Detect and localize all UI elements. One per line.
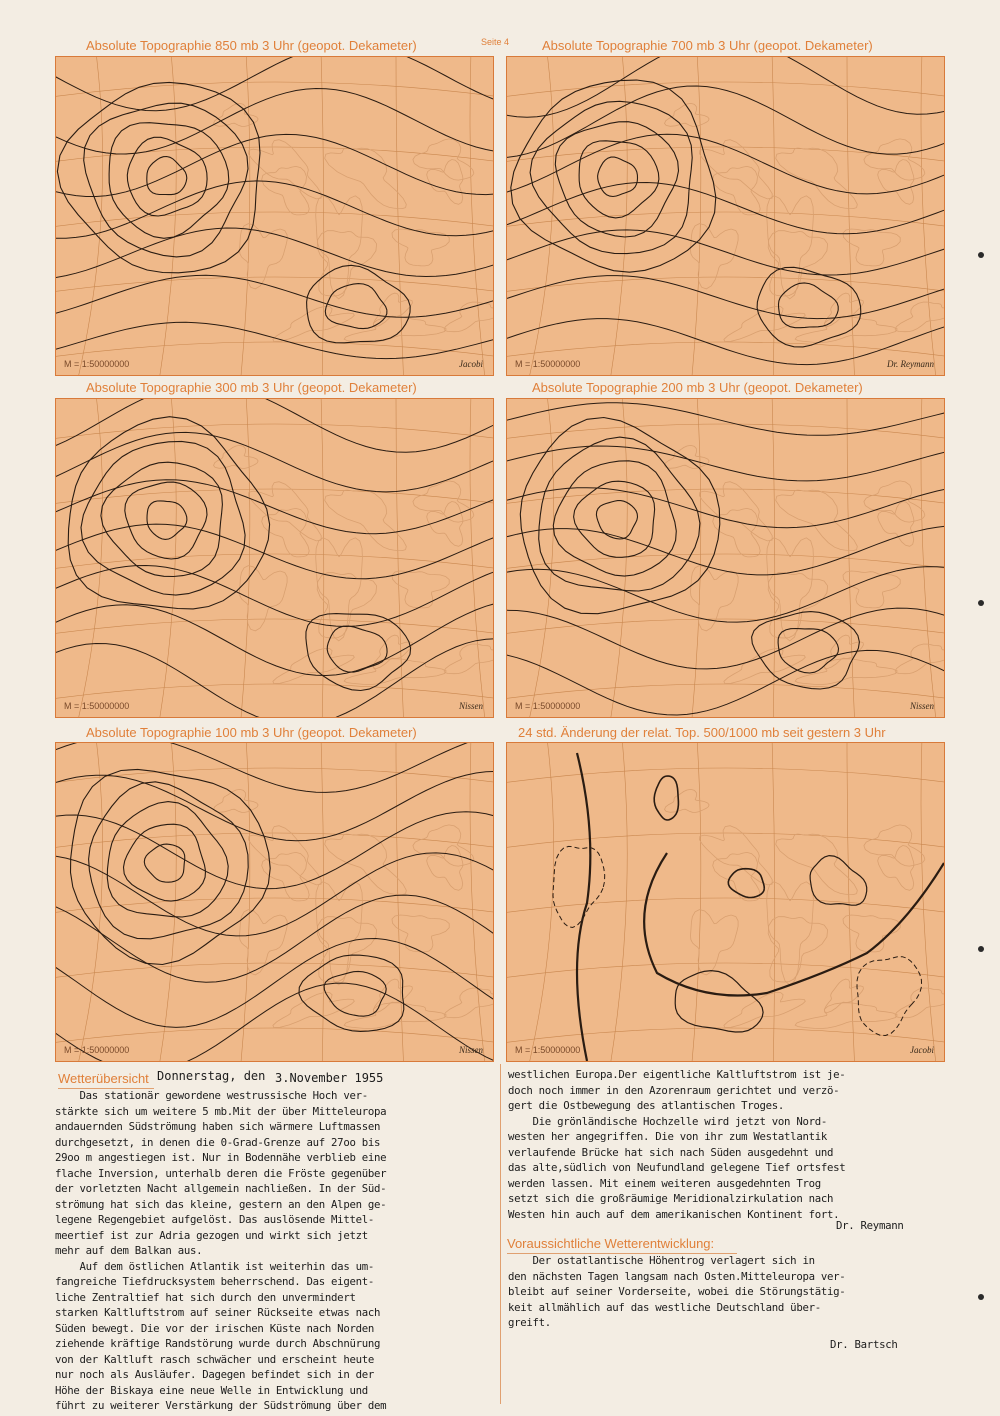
coastline xyxy=(413,139,474,180)
coastline xyxy=(700,482,773,541)
isoline-low xyxy=(598,157,638,196)
isoline-low xyxy=(89,782,249,939)
isoline xyxy=(56,275,493,317)
coastline xyxy=(444,988,493,1018)
isoline xyxy=(56,322,493,358)
coastline xyxy=(427,160,463,205)
punch-hole xyxy=(978,1294,984,1300)
map-scale: M = 1:50000000 xyxy=(515,701,581,711)
isoline-low xyxy=(555,122,678,237)
map-850mb xyxy=(55,56,494,376)
parallel xyxy=(56,489,493,504)
isoline-low xyxy=(327,626,387,672)
parallel xyxy=(507,898,944,913)
isoline-low xyxy=(307,265,411,343)
meridian xyxy=(772,57,775,375)
coastline xyxy=(240,910,288,975)
parallel xyxy=(56,82,493,97)
meridian xyxy=(921,743,937,1061)
coastline xyxy=(895,302,944,332)
coastline xyxy=(776,148,858,209)
coastline xyxy=(713,852,761,901)
map-scale: M = 1:50000000 xyxy=(515,359,581,369)
coastline xyxy=(392,915,449,952)
isoline xyxy=(56,399,493,452)
map-title-300: Absolute Topographie 300 mb 3 Uhr (geopot. Dekameter) xyxy=(86,380,417,395)
isoline xyxy=(56,771,493,840)
meridian xyxy=(772,743,775,1061)
isoline xyxy=(507,567,944,623)
coastline xyxy=(273,307,354,342)
map-scale: M = 1:50000000 xyxy=(64,359,130,369)
coastline xyxy=(316,538,363,641)
coastline xyxy=(825,293,864,327)
isoline xyxy=(507,230,944,275)
isoline xyxy=(56,566,493,627)
coastline xyxy=(864,825,925,866)
report-left-column: Das stationär gewordene westrussische Hoch ver- stärkte sich um weitere 5 mb.Mit der über Mitteleuropa andauernden Südströmung haben sich wärmere Luftmassen durchgesetzt, in denen die 0-Grad-Grenze auf 27oo bis 29oo m angestiegen ist. Nur in Bodennähe verblieb eine flache Inversion, unterhalb deren die Fröste gegenüber der vorletzten Nacht allgemein nachließen. In der Süd- strömung hat sich das kleine, gestern an den Alpen ge- legene Regengebiet aufgelöst. Das auslösende Mittel- meertief ist zur Adria gezogen und wirkt sich jetzt mehr auf dem Balkan aus. Auf dem östlichen Atlantik ist weiterhin das um- fangreiche Tiefdrucksystem beherrschend. Das eigent- liche Zentraltief hat sich durch den unvermindert starken Kaltluftstrom auf seiner Rückseite etwas nach Süden bewegt. Die vor der irischen Küste nach Norden ziehende kräftige Randstörung wurde durch Abschnürung von der Kaltluft rasch schwächer und erscheint heute nur noch als Ausläufer. Dagegen befindet sich in der Höhe der Biskaya eine neue Welle in Entwicklung und führt zu weiterer Verstärkung der Südströmung über dem xyxy=(55,1089,387,1412)
isoline-plus xyxy=(728,869,764,898)
forecast-heading: Voraussichtliche Wetterentwicklung: xyxy=(507,1236,715,1251)
coastline xyxy=(316,882,363,985)
coastline xyxy=(843,229,900,266)
isoline xyxy=(56,895,493,982)
map-signature: Nissen xyxy=(909,701,934,711)
coastline xyxy=(344,317,446,343)
coastline xyxy=(795,317,897,343)
zero-line xyxy=(577,753,590,1061)
coastline xyxy=(843,571,900,608)
map-signature: Nissen xyxy=(458,701,483,711)
isoline-low xyxy=(553,461,676,576)
meridian xyxy=(847,743,855,1061)
punch-hole xyxy=(978,946,984,952)
isoline xyxy=(56,57,493,111)
isolines-850 xyxy=(56,57,493,375)
coastline xyxy=(344,659,446,685)
coastline xyxy=(776,490,858,551)
forecast-author: Dr. Bartsch xyxy=(830,1338,898,1351)
isoline-plus xyxy=(675,971,763,1032)
coastline xyxy=(724,993,805,1028)
isoline xyxy=(507,446,944,481)
report-right-column: westlichen Europa.Der eigentliche Kaltluftstrom ist je- doch noch immer in den Azorenraum gerichtet und verzö- gert die Ostbewegung des atlantischen Troges. Die grönländische Hochzelle wird jetzt von Nord- westen her angegriffen. Die von ihr zum Westatlantik verlaufende Brücke hat sich nach Süden ausgedehnt und das alte,südlich von Neufundland gelegene Tief ortsfest werden lassen. Mit einem weiteren ausgedehnten Trog setzt sich die großräumige Meridionalzirkulation nach Westen hin auch auf dem amerikanischen Kontinent fort. xyxy=(508,1068,846,1221)
meridian xyxy=(321,57,324,375)
parallel xyxy=(507,963,944,978)
coastline xyxy=(444,302,493,332)
report-author-1: Dr. Reymann xyxy=(836,1219,904,1232)
meridian xyxy=(321,743,324,1061)
meridian xyxy=(76,399,103,717)
map-title-change: 24 std. Änderung der relat. Top. 500/1000 mb seit gestern 3 Uhr xyxy=(518,725,886,740)
coastline xyxy=(374,979,413,1013)
isoline xyxy=(56,228,493,279)
isoline xyxy=(507,487,944,528)
parallel xyxy=(507,489,944,504)
coastline xyxy=(768,917,827,982)
page-number: Seite 4 xyxy=(481,37,510,47)
parallel xyxy=(507,684,944,699)
meridian xyxy=(321,399,324,717)
forecast-text: Der ostatlantische Höhentrog verlagert sich in den nächsten Tagen langsam nach Osten.Mitteleuropa ver- bleibt auf seiner Vorderseite, wobei die Störungstätig- keit allmählich auf das westliche Deutschland über- greift. xyxy=(508,1254,846,1329)
isolines-700 xyxy=(507,57,944,375)
coastline xyxy=(214,103,259,126)
coastline xyxy=(864,481,925,522)
map-signature: Dr. Reymann xyxy=(887,359,934,369)
coastline xyxy=(843,915,900,952)
parallel xyxy=(56,1028,493,1043)
isoline-low xyxy=(147,501,187,540)
coastline xyxy=(691,910,739,975)
meridian xyxy=(470,743,486,1061)
isoline xyxy=(56,89,493,155)
parallel xyxy=(56,277,493,292)
punch-hole xyxy=(978,252,984,258)
parallel xyxy=(56,147,493,162)
isoline-low xyxy=(147,157,187,195)
isoline xyxy=(507,403,944,436)
parallel xyxy=(507,147,944,162)
coastline xyxy=(249,482,322,541)
report-date: 3.November 1955 xyxy=(275,1071,384,1085)
isoline xyxy=(56,181,493,238)
isoline-low xyxy=(779,283,839,328)
meridian xyxy=(691,57,701,375)
map-signature: Jacobi xyxy=(910,1045,934,1055)
isoline xyxy=(507,276,944,319)
meridian xyxy=(470,57,486,375)
coastline xyxy=(317,917,376,982)
isoline-minus xyxy=(857,957,922,1036)
parallel xyxy=(56,619,493,634)
isoline xyxy=(507,57,944,117)
map-300mb xyxy=(55,398,494,718)
coastline xyxy=(768,231,827,296)
coastline xyxy=(325,834,407,895)
coastline xyxy=(427,846,463,891)
isoline-low xyxy=(144,844,185,882)
parallel xyxy=(507,619,944,634)
isoline xyxy=(56,853,493,936)
map-100mb xyxy=(55,742,494,1062)
meridian xyxy=(691,399,701,717)
meridian xyxy=(240,57,250,375)
parallel xyxy=(507,768,944,783)
map-thickness-change xyxy=(506,742,945,1062)
map-title-700: Absolute Topographie 700 mb 3 Uhr (geopot. Dekameter) xyxy=(542,38,873,53)
isolines-300 xyxy=(56,399,493,717)
map-scale: M = 1:50000000 xyxy=(64,1045,130,1055)
coastline xyxy=(713,166,761,215)
coastline xyxy=(795,1003,897,1029)
coastline xyxy=(878,502,914,547)
meridian xyxy=(470,399,486,717)
isolines-100 xyxy=(56,743,493,1061)
coastline xyxy=(864,139,925,180)
isoline xyxy=(56,812,493,889)
coastline xyxy=(325,490,407,551)
parallel xyxy=(507,833,944,848)
parallel xyxy=(507,212,944,227)
isoline xyxy=(56,480,493,534)
coastline xyxy=(767,882,814,985)
map-signature: Jacobi xyxy=(459,359,483,369)
isoline xyxy=(56,134,493,196)
isoline xyxy=(507,526,944,575)
parallel xyxy=(56,833,493,848)
isoline-low xyxy=(101,462,222,576)
coastline xyxy=(825,635,864,669)
isolines-change xyxy=(507,743,944,1061)
isoline xyxy=(507,608,944,669)
coastline xyxy=(214,789,259,812)
map-200mb xyxy=(506,398,945,718)
meridian xyxy=(921,399,937,717)
isoline xyxy=(56,601,493,675)
isoline-low xyxy=(539,437,700,591)
meridian xyxy=(240,743,250,1061)
isoline-low xyxy=(124,824,206,901)
isoline-low xyxy=(71,769,271,964)
map-title-100: Absolute Topographie 100 mb 3 Uhr (geopot. Dekameter) xyxy=(86,725,417,740)
map-title-200: Absolute Topographie 200 mb 3 Uhr (geopot. Dekameter) xyxy=(532,380,863,395)
coastline xyxy=(665,789,710,812)
parallel xyxy=(56,963,493,978)
isolines-200 xyxy=(507,399,944,717)
parallel xyxy=(56,684,493,699)
map-scale: M = 1:50000000 xyxy=(64,701,130,711)
coastline xyxy=(392,571,449,608)
coastline xyxy=(878,846,914,891)
map-title-850: Absolute Topographie 850 mb 3 Uhr (geopot. Dekameter) xyxy=(86,38,417,53)
coastline xyxy=(895,644,944,674)
meridian xyxy=(772,399,775,717)
isoline-plus xyxy=(810,856,867,906)
map-signature: Nissen xyxy=(458,1045,483,1055)
report-heading: Wetterübersicht xyxy=(58,1071,149,1086)
isoline xyxy=(56,743,493,792)
meridian xyxy=(527,743,554,1061)
isoline-low xyxy=(511,80,716,272)
coastline xyxy=(724,649,805,684)
column-divider xyxy=(500,1064,501,1404)
coastline xyxy=(878,160,914,205)
map-700mb xyxy=(506,56,945,376)
coastline xyxy=(691,224,739,289)
coastline xyxy=(273,649,354,684)
coastline xyxy=(895,988,944,1018)
isoline-low xyxy=(778,629,838,674)
coastline xyxy=(240,224,288,289)
parallel xyxy=(56,212,493,227)
coastline xyxy=(273,993,354,1028)
meridian xyxy=(691,743,701,1061)
coastline xyxy=(317,573,376,638)
isoline xyxy=(507,183,944,234)
coastline xyxy=(700,140,773,199)
isoline xyxy=(507,134,944,194)
coastline xyxy=(767,538,814,641)
parallel xyxy=(56,424,493,439)
coastline xyxy=(325,148,407,209)
coastline xyxy=(795,659,897,685)
punch-hole xyxy=(978,600,984,606)
isoline-minus xyxy=(553,846,605,927)
isoline-low xyxy=(125,482,207,559)
coastline xyxy=(413,825,474,866)
zero-line xyxy=(644,853,944,996)
coastline xyxy=(240,566,288,631)
parallel xyxy=(507,82,944,97)
report-date-prefix: Donnerstag, den xyxy=(157,1069,266,1083)
map-scale: M = 1:50000000 xyxy=(515,1045,581,1055)
coastline xyxy=(262,166,310,215)
